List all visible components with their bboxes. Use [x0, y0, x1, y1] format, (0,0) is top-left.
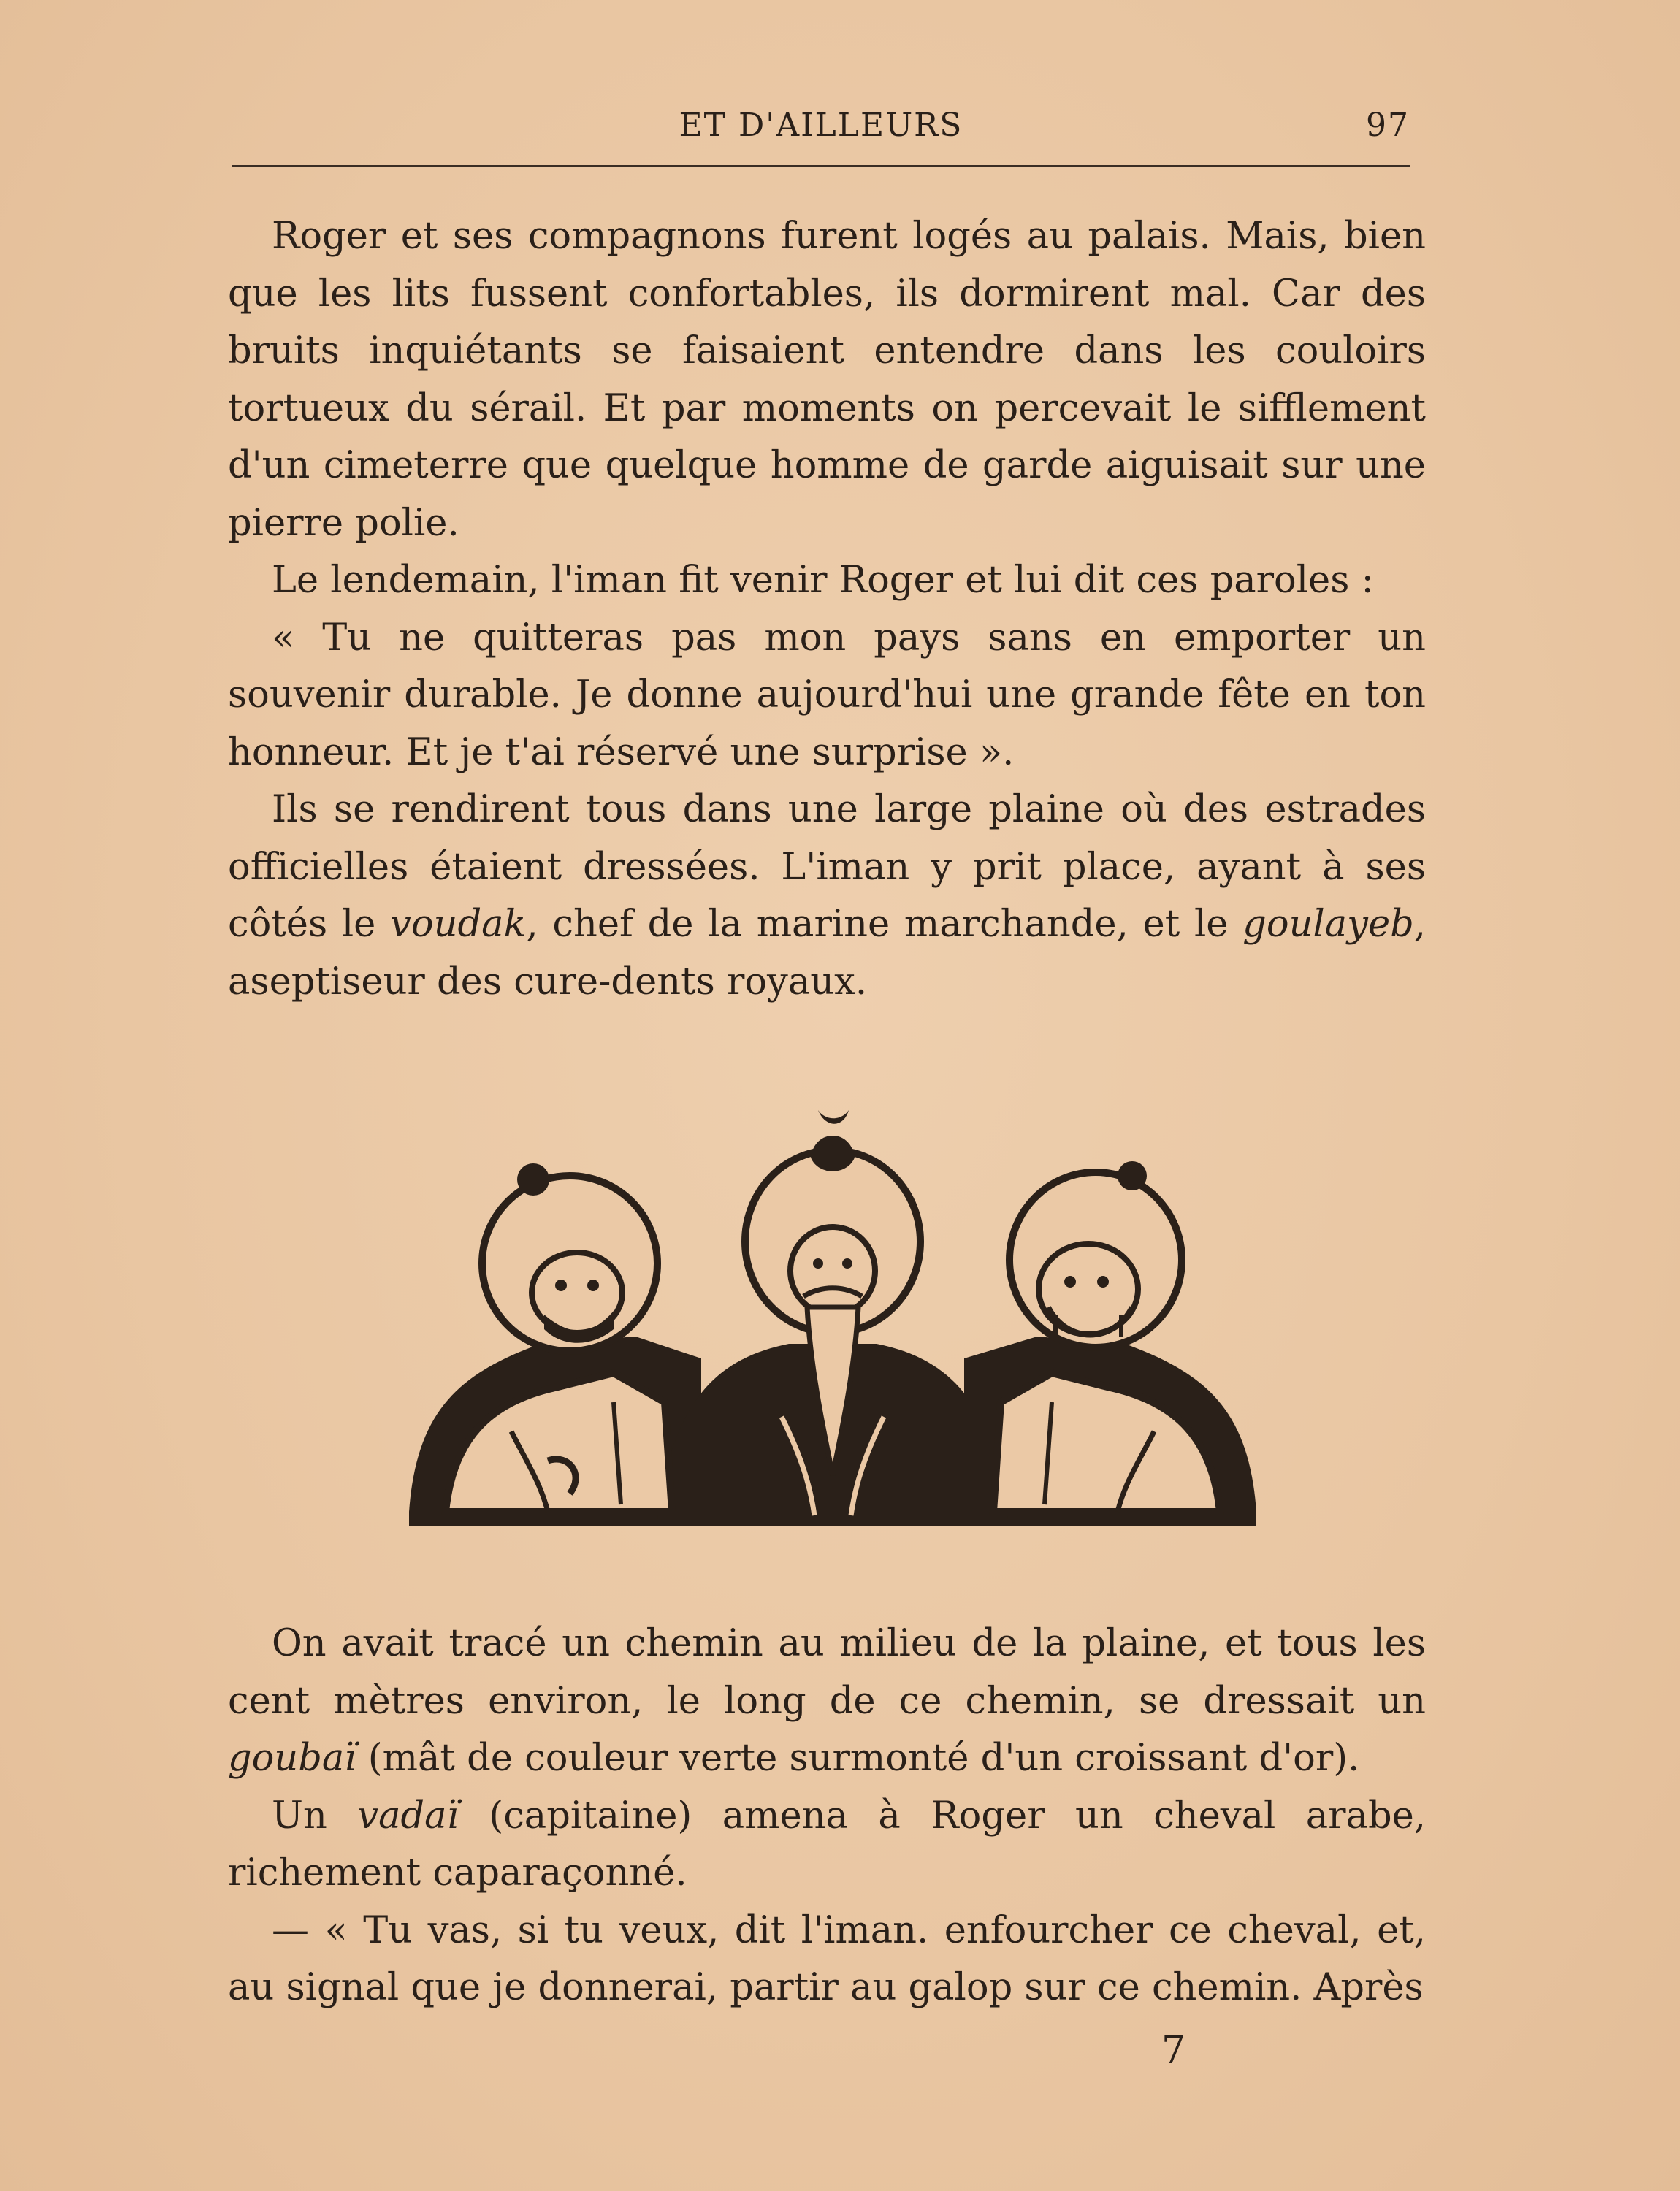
paragraph	[228, 610, 1426, 782]
text-run: Ils se rendirent tous dans une large plaine où des estrades officielles étaient dressées. L'iman y prit place, ayant à ses côtés le	[228, 788, 1426, 946]
paragraph	[228, 552, 1426, 610]
paragraph	[228, 208, 1426, 552]
italic-term: goubaï	[228, 1737, 356, 1780]
text-run: Roger et ses compagnons furent logés au palais. Mais, bien que les lits fussent confortables, ils dormirent mal. Car des bruits inquiétants se faisaient entendre dans les couloirs tortueux du sérail. Et par moments on percevait le sifflement d'un cimeterre que quelque homme de garde aiguisait sur une pierre polie.	[228, 215, 1426, 545]
paragraph	[228, 1788, 1426, 1903]
text-run: Un	[272, 1794, 358, 1838]
text-run: — « Tu vas, si tu veux, dit l'iman. enfourcher ce cheval, et, au signal que je donnerai, partir au galop sur ce chemin. Après	[228, 1908, 1426, 2009]
text-run: On avait tracé un chemin au milieu de la plaine, et tous les cent mètres environ, le long de ce chemin, se dressait un	[228, 1622, 1426, 1723]
text-run: , aseptiseur des cure-dents royaux.	[228, 903, 1426, 1003]
text-run: , chef de la marine marchande, et le	[526, 903, 1243, 946]
paragraph	[228, 1903, 1426, 2017]
running-head	[232, 102, 1410, 146]
italic-term: voudak	[390, 903, 527, 946]
header-rule	[232, 165, 1410, 167]
text-run: (capitaine) amena à Roger un cheval arabe, richement caparaçonné.	[228, 1794, 1426, 1894]
text-block-top	[228, 208, 1426, 1011]
text-block-bottom	[228, 1615, 1426, 2017]
italic-term: goulayeb	[1242, 903, 1414, 946]
text-run: « Tu ne quitteras pas mon pays sans en emporter un souvenir durable. Je donne aujourd'hui une grande fête en ton honneur. Et je t'ai réservé une surprise ».	[228, 616, 1426, 774]
text-run: (mât de couleur verte surmonté d'un croissant d'or).	[356, 1737, 1360, 1780]
illustration-three-figures	[394, 1096, 1271, 1534]
italic-term: vadaï	[357, 1794, 459, 1838]
page-number: 97	[1366, 107, 1410, 144]
paragraph	[228, 781, 1426, 1011]
paragraph	[228, 1615, 1426, 1788]
signature-mark: 7	[1161, 2029, 1186, 2073]
running-title: ET D'AILLEURS	[679, 107, 963, 144]
text-run: Le lendemain, l'iman fit venir Roger et lui dit ces paroles :	[272, 559, 1374, 602]
